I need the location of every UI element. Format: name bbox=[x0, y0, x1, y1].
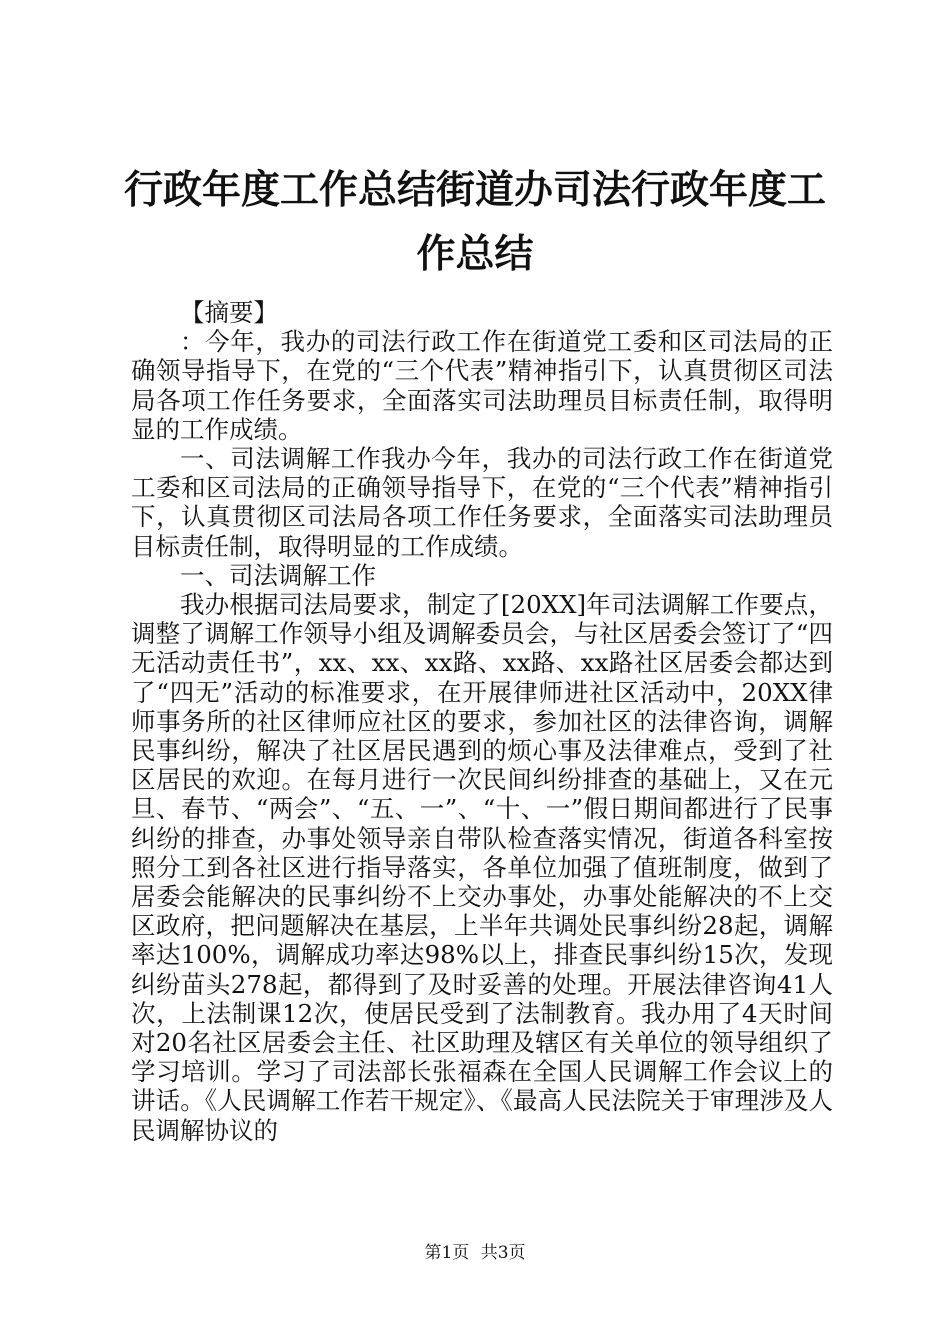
page-number: 第1页 bbox=[424, 1243, 470, 1263]
section-heading: 一、司法调解工作 bbox=[180, 560, 376, 590]
page-total: 共3页 bbox=[480, 1243, 526, 1263]
paragraph-1: 一、司法调解工作我办今年，我办的司法行政工作在街道党工委和区司法局的正确领导指导下，在党的“三个代表”精神指引下，认真贯彻区司法局各项工作任务要求，全面落实司法助理员目标责任制，取得明显的工作成绩。 bbox=[131, 444, 833, 561]
page-footer bbox=[0, 1243, 950, 1263]
paragraph-2: 我办根据司法局要求，制定了[20XX]年司法调解工作要点，调整了调解工作领导小组及调解委员会，与社区居委会签订了“四无活动责任书”，xx、xx、xx路、xx路、xx路社区居委会都达到了“四无”活动的标准要求，在开展律师进社区活动中，20XX律师事务所的社区律师应社区的要求，参加社区的法律咨询，调解民事纠纷，解决了社区居民遇到的烦心事及法律难点，受到了社区居民的欢迎。在每月进行一次民间纠纷排查的基础上，又在元旦、春节、“两会”、“五、一”、“十、一”假日期间都进行了民事纠纷的排查，办事处领导亲自带队检查落实情况，街道各科室按照分工到各社区进行指导落实，各单位加强了值班制度，做到了居委会能解决的民事纠纷不上交办事处，办事处能解决的不上交区政府，把问题解决在基层，上半年共调处民事纠纷28起，调解率达100%，调解成功率达98%以上，排查民事纠纷15次，发现纠纷苗头278起，都得到了及时妥善的处理。开展法律咨询41人次，上法制课12次，使居民受到了法制教育。我办用了4天时间对20名社区居委会主任、社区助理及辖区有关单位的领导组织了学习培训。学习了司法部长张福森在全国人民调解工作会议上的讲话。《人民调解工作若干规定》、《最高人民法院关于审理涉及人民调解协议的 bbox=[131, 590, 833, 1145]
document-title: 行政年度工作总结街道办司法行政年度工作总结 bbox=[123, 167, 826, 277]
abstract-heading: 【摘要】 bbox=[180, 298, 278, 327]
document-body bbox=[131, 298, 833, 1145]
abstract-text: ：今年，我办的司法行政工作在街道党工委和区司法局的正确领导指导下，在党的“三个代表”精神指引下，认真贯彻区司法局各项工作任务要求，全面落实司法助理员目标责任制，取得明显的工作成绩。 bbox=[131, 327, 833, 444]
